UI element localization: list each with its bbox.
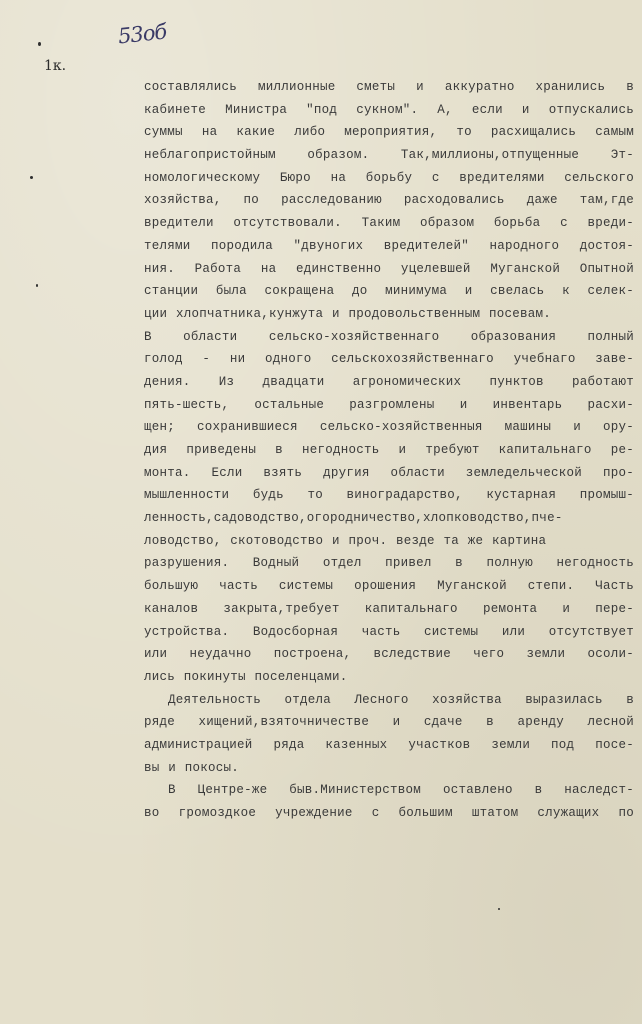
text-line: В Центре-же быв.Министерством оставлено в наследст- [168,783,634,798]
margin-mark: 1к. [44,58,67,74]
text-line: лись покинуты поселенцами. [144,669,348,684]
text-line: ния. Работа на единственно уцелевшей Муганской Опытной [144,261,634,276]
text-line: кабинете Министра "под сукном". А, если и отпускались [144,102,634,117]
text-line: составлялись миллионные сметы и аккуратно хранились в [144,80,634,94]
text-line: хозяйства, по расследованию расходовались даже там,где [144,193,634,208]
text-line: дения. Из двадцати агрономических пунктов работают [144,374,634,389]
text-line: пять-шесть, остальные разгромлены и инвентарь расхи- [144,397,634,412]
text-line: Деятельность отдела Лесного хозяйства выразилась в [168,692,634,707]
text-line: монта. Если взять другия области земледельческой про- [144,465,634,480]
text-line: суммы на какие либо мероприятия, то расхищались самым [144,125,634,140]
text-line: В области сельско-хозяйственнаго образования полный [144,329,634,344]
text-line: щен; сохранившиеся сельско-хозяйственныя машины и ору- [144,420,634,435]
text-line: администрацией ряда казенных участков земли под посе- [144,737,634,752]
text-line: вредители отсутствовали. Таким образом борьба с вреди- [144,216,634,231]
text-line: каналов закрыта,требует капитальнаго ремонта и пере- [144,601,634,616]
text-line: мышленности будь то виноградарство, кустарная промыш- [144,488,634,503]
text-line: телями породила "двуногих вредителей" народного достоя- [144,238,634,253]
text-line: ловодство, скотоводство и проч. везде та же картина [144,533,547,548]
ink-speck [38,42,41,46]
text-line: устройства. Водосборная часть системы или отсутствует [144,624,634,639]
ink-speck [498,908,500,910]
text-line: неблагопристойным образом. Так,миллионы,отпущенные Эт- [144,148,634,163]
text-line: дия приведены в негодность и требуют капитальнаго ре- [144,443,634,457]
text-line: разрушения. Водный отдел привел в полную негодность [144,556,634,571]
text-line: номологическому Бюро на борьбу с вредителями сельского [144,170,634,185]
ink-speck [36,284,38,287]
text-line: или неудачно построена, вследствие чего земли осоли- [144,647,634,662]
text-line: во громоздкое учреждение с большим штатом служащих по [144,806,634,820]
text-line: вы и покосы. [144,760,240,775]
text-line: станции была сокращена до минимума и свелась к селек- [144,284,634,299]
text-line: большую часть системы орошения Муганской степи. Часть [144,579,634,594]
text-line: голод - ни одного сельскохозяйственнаго учебнаго заве- [144,352,634,367]
ink-speck [30,176,33,179]
text-line: ции хлопчатника,кунжута и продовольственным посевам. [144,306,552,321]
text-line: ряде хищений,взяточничестве и сдаче в аренду лесной [144,715,634,730]
handwritten-page-number: 53об [116,19,168,49]
text-line: ленность,садоводство,огородничество,хлопководство,пче- [144,511,563,526]
typed-text-body [144,76,634,825]
